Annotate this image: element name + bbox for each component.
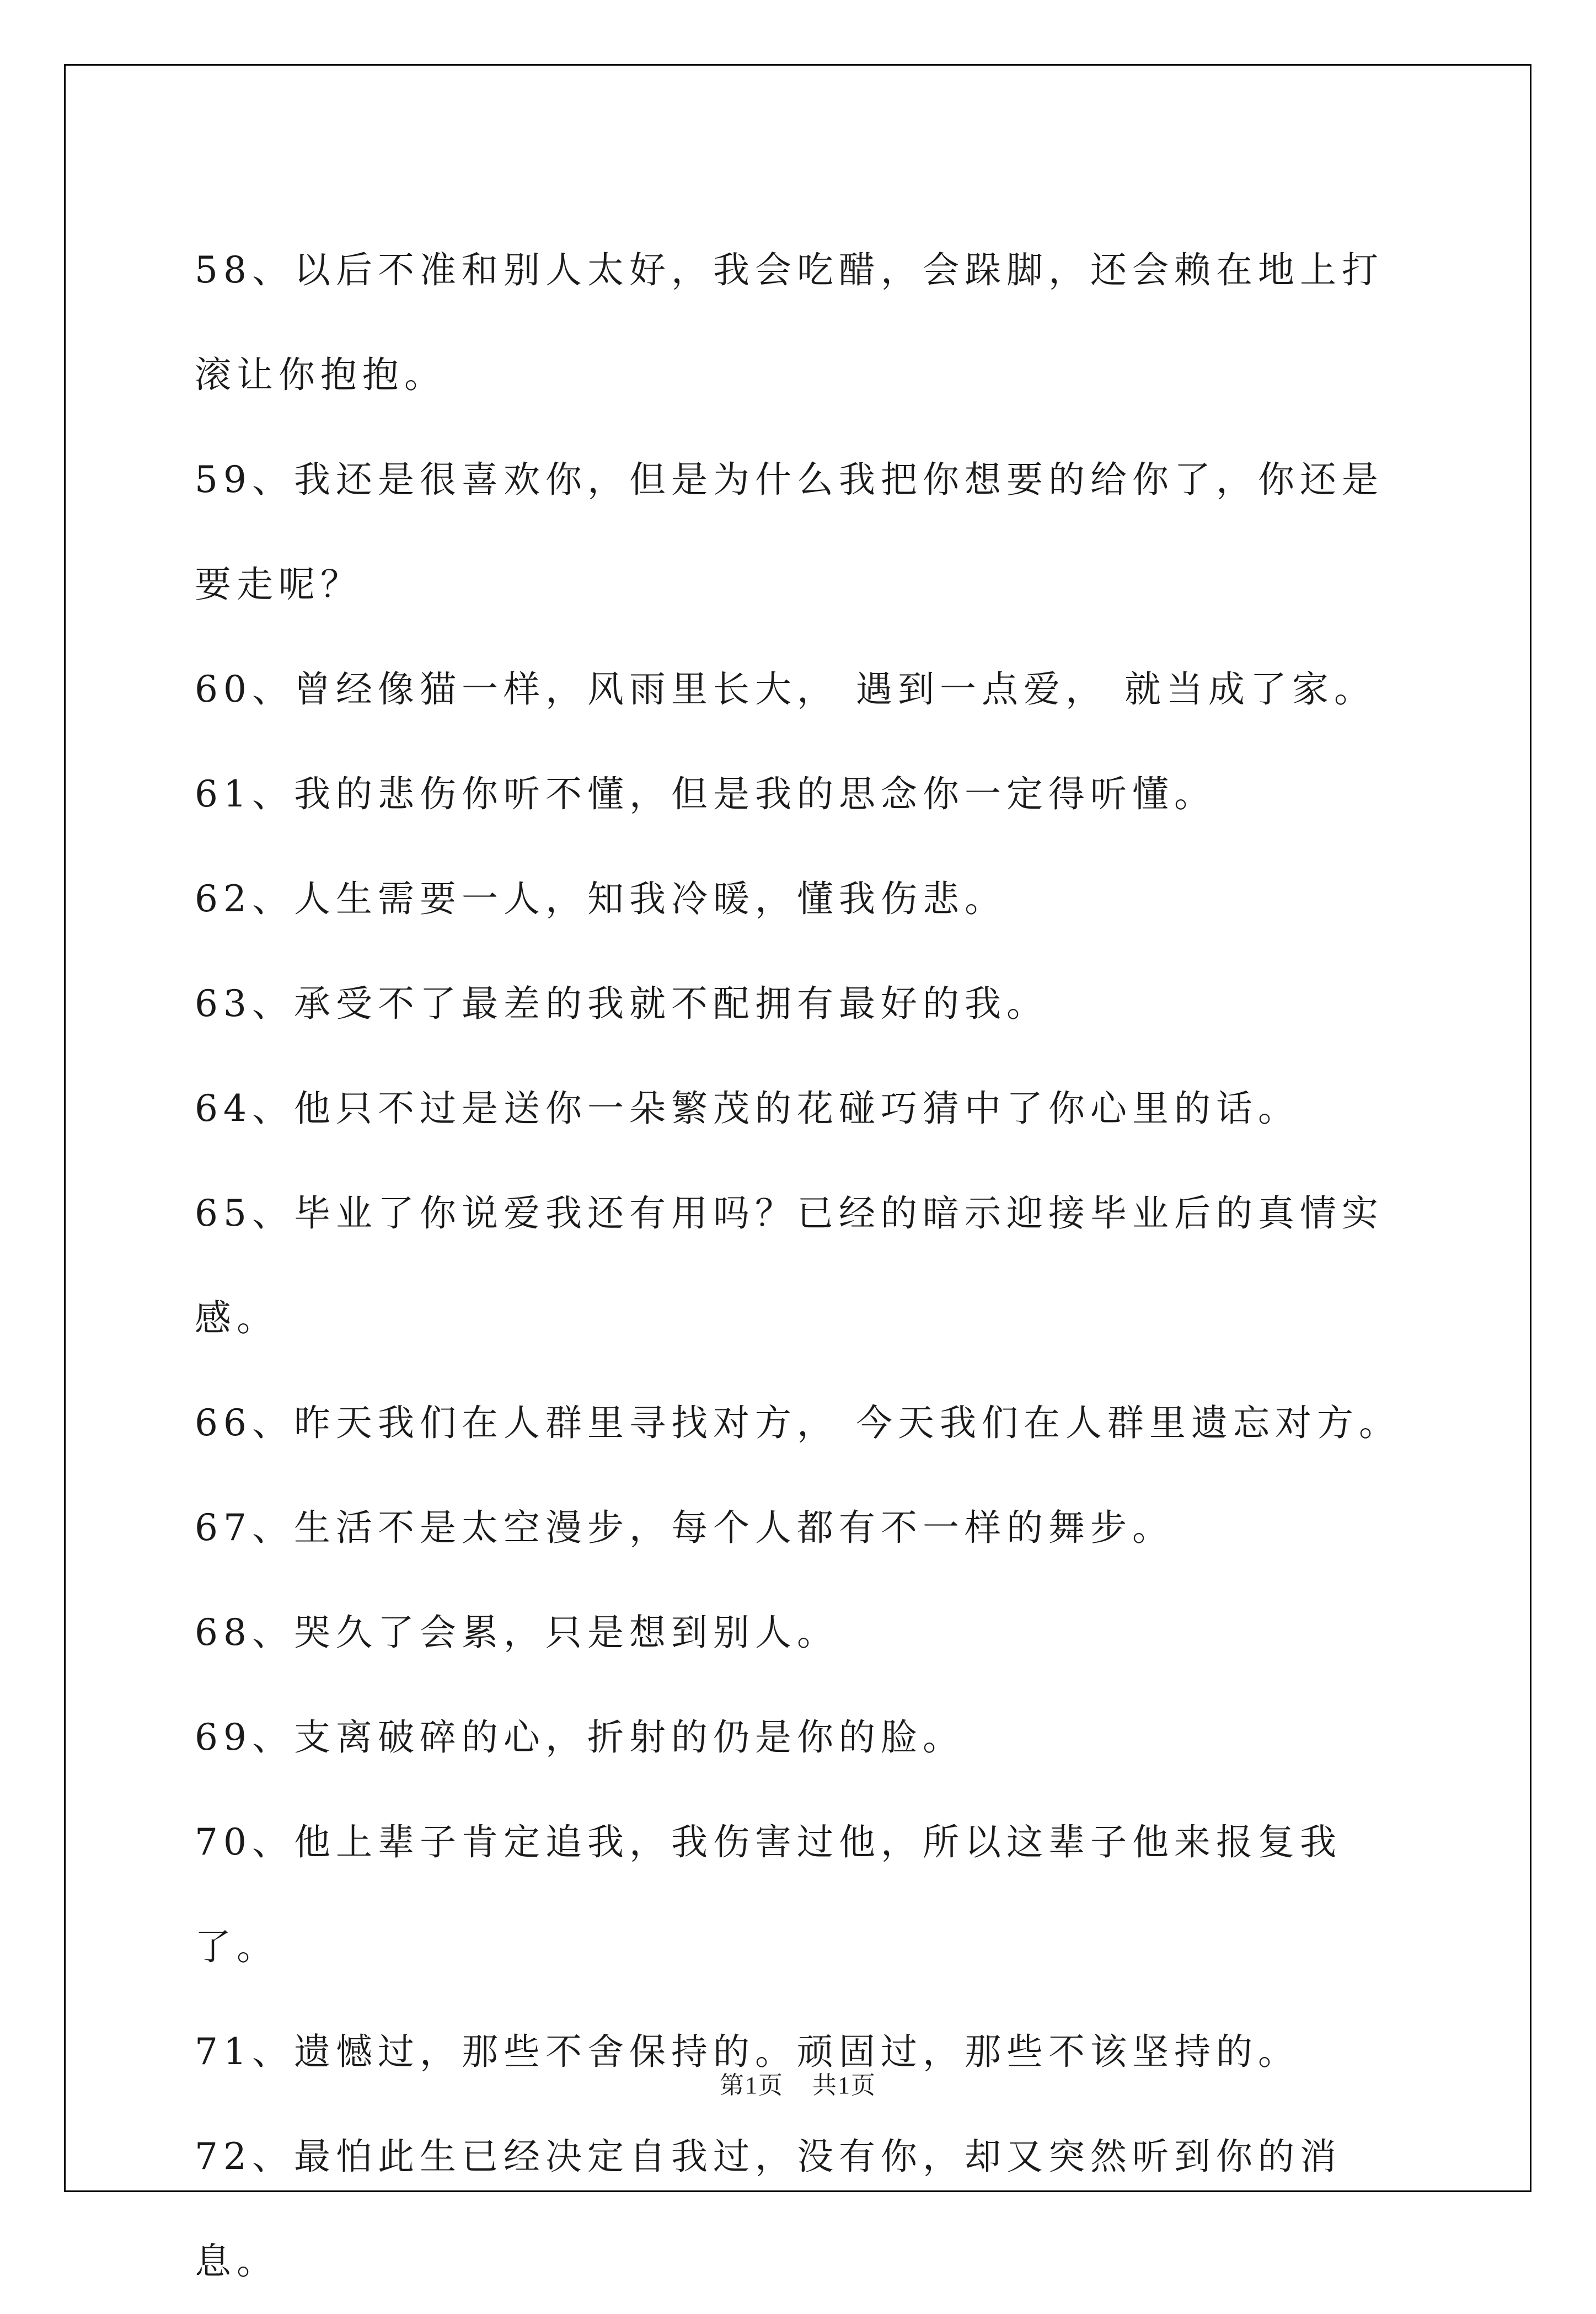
paragraph-59: 59、我还是很喜欢你，但是为什么我把你想要的给你了，你还是要走呢？ bbox=[195, 458, 1384, 606]
page-footer bbox=[0, 2065, 1596, 2101]
paragraph-66: 66、昨天我们在人群里寻找对方， 今天我们在人群里遗忘对方。 bbox=[195, 1402, 1401, 1444]
paragraph-63: 63、承受不了最差的我就不配拥有最好的我。 bbox=[195, 982, 1048, 1025]
paragraph-70: 70、他上辈子肯定追我，我伤害过他，所以这辈子他来报复我了。 bbox=[195, 1821, 1342, 1968]
paragraph-60: 60、曾经像猫一样，风雨里长大， 遇到一点爱， 就当成了家。 bbox=[195, 668, 1376, 710]
paragraph-58: 58、以后不准和别人太好，我会吃醋，会跺脚，还会赖在地上打滚让你抱抱。 bbox=[195, 249, 1384, 396]
document-body bbox=[195, 218, 1419, 2314]
paragraph-65: 65、毕业了你说爱我还有用吗？已经的暗示迎接毕业后的真情实感。 bbox=[195, 1192, 1384, 1339]
paragraph-69: 69、支离破碎的心，折射的仍是你的脸。 bbox=[195, 1716, 965, 1759]
paragraph-61: 61、我的悲伤你听不懂，但是我的思念你一定得听懂。 bbox=[195, 773, 1216, 815]
paragraph-71: 71、遗憾过，那些不舍保持的。顽固过，那些不该坚持的。 bbox=[195, 2030, 1300, 2073]
paragraph-72: 72、最怕此生已经决定自我过，没有你，却又突然听到你的消息。 bbox=[195, 2135, 1342, 2283]
page-number-total: 共1页 bbox=[812, 2072, 876, 2099]
paragraph-68: 68、哭久了会累，只是想到别人。 bbox=[195, 1611, 839, 1654]
paragraph-67: 67、生活不是太空漫步，每个人都有不一样的舞步。 bbox=[195, 1506, 1174, 1549]
page-number-current: 第1页 bbox=[720, 2072, 784, 2099]
paragraph-62: 62、人生需要一人，知我冷暖，懂我伤悲。 bbox=[195, 878, 1006, 920]
paragraph-64: 64、他只不过是送你一朵繁茂的花碰巧猜中了你心里的话。 bbox=[195, 1087, 1300, 1130]
